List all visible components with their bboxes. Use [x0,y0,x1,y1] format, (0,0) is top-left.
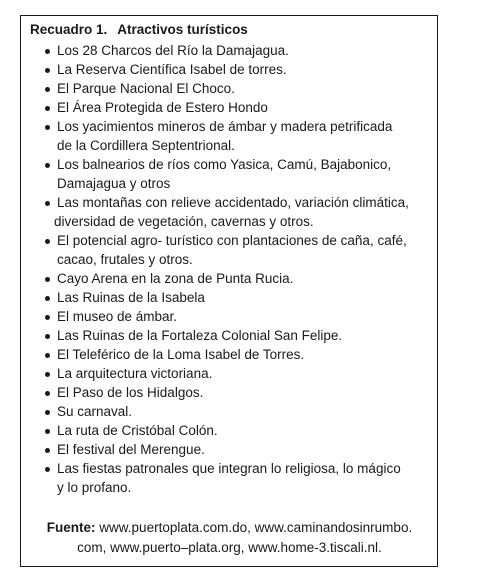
list-item-text: Su carnaval. [57,404,133,419]
source-line-1 [30,518,429,538]
source-label: Fuente: [46,520,96,535]
box-title-text: Atractivos turísticos [117,22,248,37]
source-urls-part-2: com, www.puerto–plata.org, www.home-3.tiscali.nl. [77,540,382,555]
list-item [30,459,429,497]
bullet-icon [45,448,50,453]
list-item-text: Las Ruinas de la Isabela [57,290,205,305]
box-title-label: Recuadro 1. [30,22,108,37]
bullet-icon [45,239,50,244]
list-item [30,79,429,98]
list-item-text-continued: Damajagua y otros [57,176,171,191]
box-title [30,21,429,38]
bullet-icon [45,353,50,358]
list-item-text: Los 28 Charcos del Río la Damajagua. [57,43,289,58]
list-item [30,193,429,231]
list-item-text: El museo de ámbar. [57,309,178,324]
bullet-icon [45,296,50,301]
bullet-icon [45,49,50,54]
list-item-text: Las fiestas patronales que integran lo religiosa, lo mágico [57,461,401,476]
list-item-text: El Área Protegida de Estero Hondo [57,100,268,115]
list-item-text: Los balnearios de ríos como Yasica, Camú, Bajabonico, [57,157,392,172]
bullet-icon [45,68,50,73]
source-urls-part-1: www.puertoplata.com.do, www.caminandosinrumbo. [99,520,413,535]
bullet-icon [45,277,50,282]
bullet-icon [45,315,50,320]
list-item [30,345,429,364]
bullet-icon [45,87,50,92]
bullet-icon [45,467,50,472]
list-item [30,117,429,155]
bullet-icon [45,410,50,415]
list-item [30,98,429,117]
bullet-icon [45,125,50,130]
list-item-text: Las montañas con relieve accidentado, variación climática, [57,195,409,210]
list-item-text-continued: y lo profano. [57,480,132,495]
list-item [30,383,429,402]
list-item-text: La arquitectura victoriana. [57,366,213,381]
bullet-icon [45,429,50,434]
list-item-text: El potencial agro- turístico con plantaciones de caña, café, [57,233,407,248]
list-item [30,326,429,345]
list-item [30,307,429,326]
list-item [30,41,429,60]
list-item-text-continued: de la Cordillera Septentrional. [57,138,235,153]
list-item-text-continued: diversidad de vegetación, cavernas y otros. [54,214,314,229]
bullet-icon [45,106,50,111]
bullet-icon [45,201,50,206]
bullet-icon [45,372,50,377]
bullet-icon [45,391,50,396]
list-item-text: El festival del Merengue. [57,442,205,457]
list-item [30,421,429,440]
list-item [30,402,429,421]
list-item [30,231,429,269]
list-item-text: La Reserva Científica Isabel de torres. [57,62,287,77]
list-item [30,60,429,79]
list-item [30,288,429,307]
bullet-icon [45,334,50,339]
attractions-box [20,15,438,567]
list-item [30,440,429,459]
list-item-text-continued: cacao, frutales y otros. [57,252,193,267]
list-item-text: Las Ruinas de la Fortaleza Colonial San Felipe. [57,328,343,343]
list-item [30,269,429,288]
list-item [30,364,429,383]
list-item-text: El Teleférico de la Loma Isabel de Torres. [57,347,305,362]
list-item-text: El Parque Nacional El Choco. [57,81,235,96]
bullet-icon [45,163,50,168]
source-note [30,518,429,558]
list-item [30,155,429,193]
list-item-text: Los yacimientos mineros de ámbar y madera petrificada [57,119,393,134]
attractions-list [30,41,429,497]
list-item-text: Cayo Arena en la zona de Punta Rucia. [57,271,294,286]
list-item-text: El Paso de los Hidalgos. [57,385,204,400]
list-item-text: La ruta de Cristóbal Colón. [57,423,218,438]
